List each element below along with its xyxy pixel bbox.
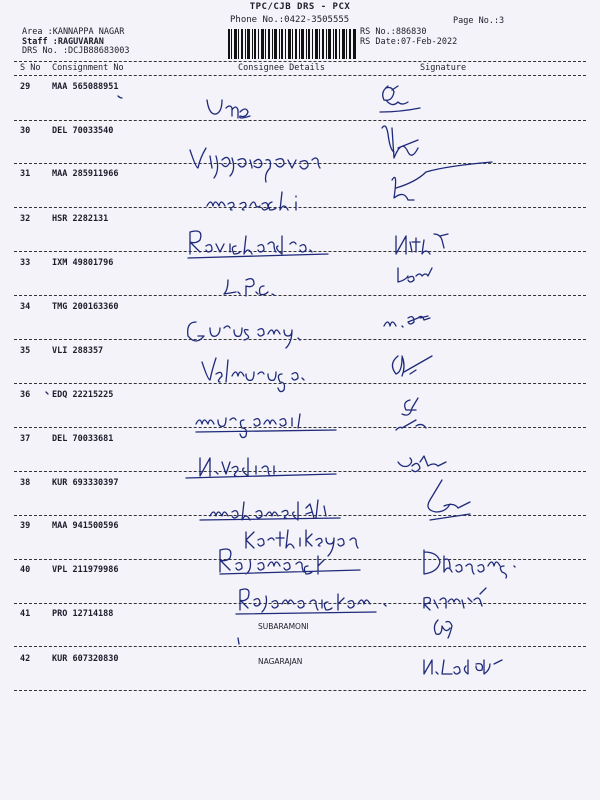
header-divider: [14, 61, 586, 62]
row-consignment: EDQ 22215225: [52, 390, 114, 400]
row-consignment: MAA 941500596: [52, 521, 119, 531]
handwritten-name-karthikeyan: [246, 530, 358, 556]
rs-date: RS Date:07-Feb-2022: [360, 36, 458, 47]
header-left-info: [22, 28, 129, 57]
handwritten-name-ravichandra: [188, 231, 328, 258]
row-sno: 37: [20, 434, 31, 444]
signature-row41: [434, 620, 452, 638]
rs-number: RS No.:886830: [360, 27, 427, 37]
signature-row37: [398, 456, 446, 472]
signature-row30: [382, 126, 418, 158]
handwritten-name-vijayaragavan: [190, 148, 320, 182]
row-divider: [14, 690, 586, 691]
row-sno: 39: [20, 521, 31, 531]
row-consignment: KUR 607320830: [52, 654, 119, 664]
row-divider: [14, 427, 586, 428]
row-consignment: MAA 565088951: [52, 82, 119, 92]
row-consignment: DEL 70033540: [52, 126, 114, 136]
row-consignment: TMG 200163360: [52, 302, 119, 312]
row-divider: [14, 120, 586, 121]
stray-mark: [46, 392, 48, 394]
signature-row42: [424, 660, 502, 674]
signature-row34: [384, 316, 430, 327]
row-divider: [14, 339, 586, 340]
row-sno: 31: [20, 169, 31, 179]
signature-row33: [398, 268, 432, 282]
row-sno: 35: [20, 346, 31, 356]
printed-consignee-name: NAGARAJAN: [258, 657, 303, 666]
row-sno: 30: [20, 126, 31, 136]
handwritten-name-lpc: [224, 279, 274, 296]
row-sno: 32: [20, 214, 31, 224]
signature-row39-40: [424, 550, 515, 578]
phone-number: Phone No.:0422-3505555: [230, 15, 350, 25]
row-consignment: PRO 12714188: [52, 609, 114, 619]
col-consignee-details: Consignee Details: [238, 63, 325, 73]
page-number: Page No.:3: [453, 16, 505, 26]
row-consignment: KUR 693330397: [52, 478, 119, 488]
row-divider: [14, 471, 586, 472]
row-sno: 36: [20, 390, 31, 400]
row-consignment: VPL 211979986: [52, 565, 119, 575]
col-consignment: Consignment No: [52, 63, 124, 73]
header-right-info: [360, 28, 457, 47]
col-sno: S No: [20, 63, 41, 73]
sheet-title: TPC/CJB DRS - PCX: [249, 2, 351, 12]
handwritten-name-nvedini: [186, 458, 336, 478]
handwritten-name-mohamed-ali: [200, 500, 340, 520]
row-consignment: VLI 288357: [52, 346, 104, 356]
signature-row38: [428, 480, 470, 520]
row-divider: [14, 515, 586, 516]
stray-mark: [118, 96, 122, 98]
handwritten-name-rajamanickam: [236, 589, 386, 644]
signature-row36: [396, 398, 426, 430]
row-divider: [14, 295, 586, 296]
row-consignment: MAA 285911966: [52, 169, 119, 179]
col-signature: Signature: [420, 63, 467, 73]
signature-row35: [392, 356, 432, 376]
row-divider: [14, 251, 586, 252]
signature-row29: [380, 86, 420, 112]
staff-label: Staff :RAGUVARAN: [22, 36, 104, 47]
row-sno: 29: [20, 82, 31, 92]
row-divider: [14, 207, 586, 208]
area-label: Area :KANNAPPA NAGAR: [22, 27, 125, 37]
handwritten-name-murgamoil: [196, 414, 336, 438]
row-sno: 38: [20, 478, 31, 488]
row-divider: [14, 163, 586, 164]
row-sno: 41: [20, 609, 31, 619]
drs-number: DRS No. :DCJB88683003: [22, 46, 130, 56]
row-sno: 34: [20, 302, 31, 312]
handwritten-name-uma: [207, 100, 250, 118]
row-divider: [14, 603, 586, 604]
row-divider: [14, 559, 586, 560]
handwritten-name-rajamanickam-overwrite: [220, 549, 360, 574]
handwritten-name-velmurugan: [202, 358, 304, 392]
header-divider: [14, 75, 586, 76]
row-consignment: DEL 70033681: [52, 434, 114, 444]
printed-consignee-name: SUBARAMONI: [258, 622, 309, 631]
row-consignment: IXM 49801796: [52, 258, 114, 268]
row-sno: 42: [20, 654, 31, 664]
row-sno: 40: [20, 565, 31, 575]
barcode: [228, 29, 356, 59]
signature-row31: [392, 162, 492, 200]
row-sno: 33: [20, 258, 31, 268]
handwritten-name-gurusamy: [188, 322, 300, 348]
row-consignment: HSR 2282131: [52, 214, 109, 224]
row-divider: [14, 383, 586, 384]
signature-row40: [424, 588, 486, 610]
row-divider: [14, 646, 586, 647]
